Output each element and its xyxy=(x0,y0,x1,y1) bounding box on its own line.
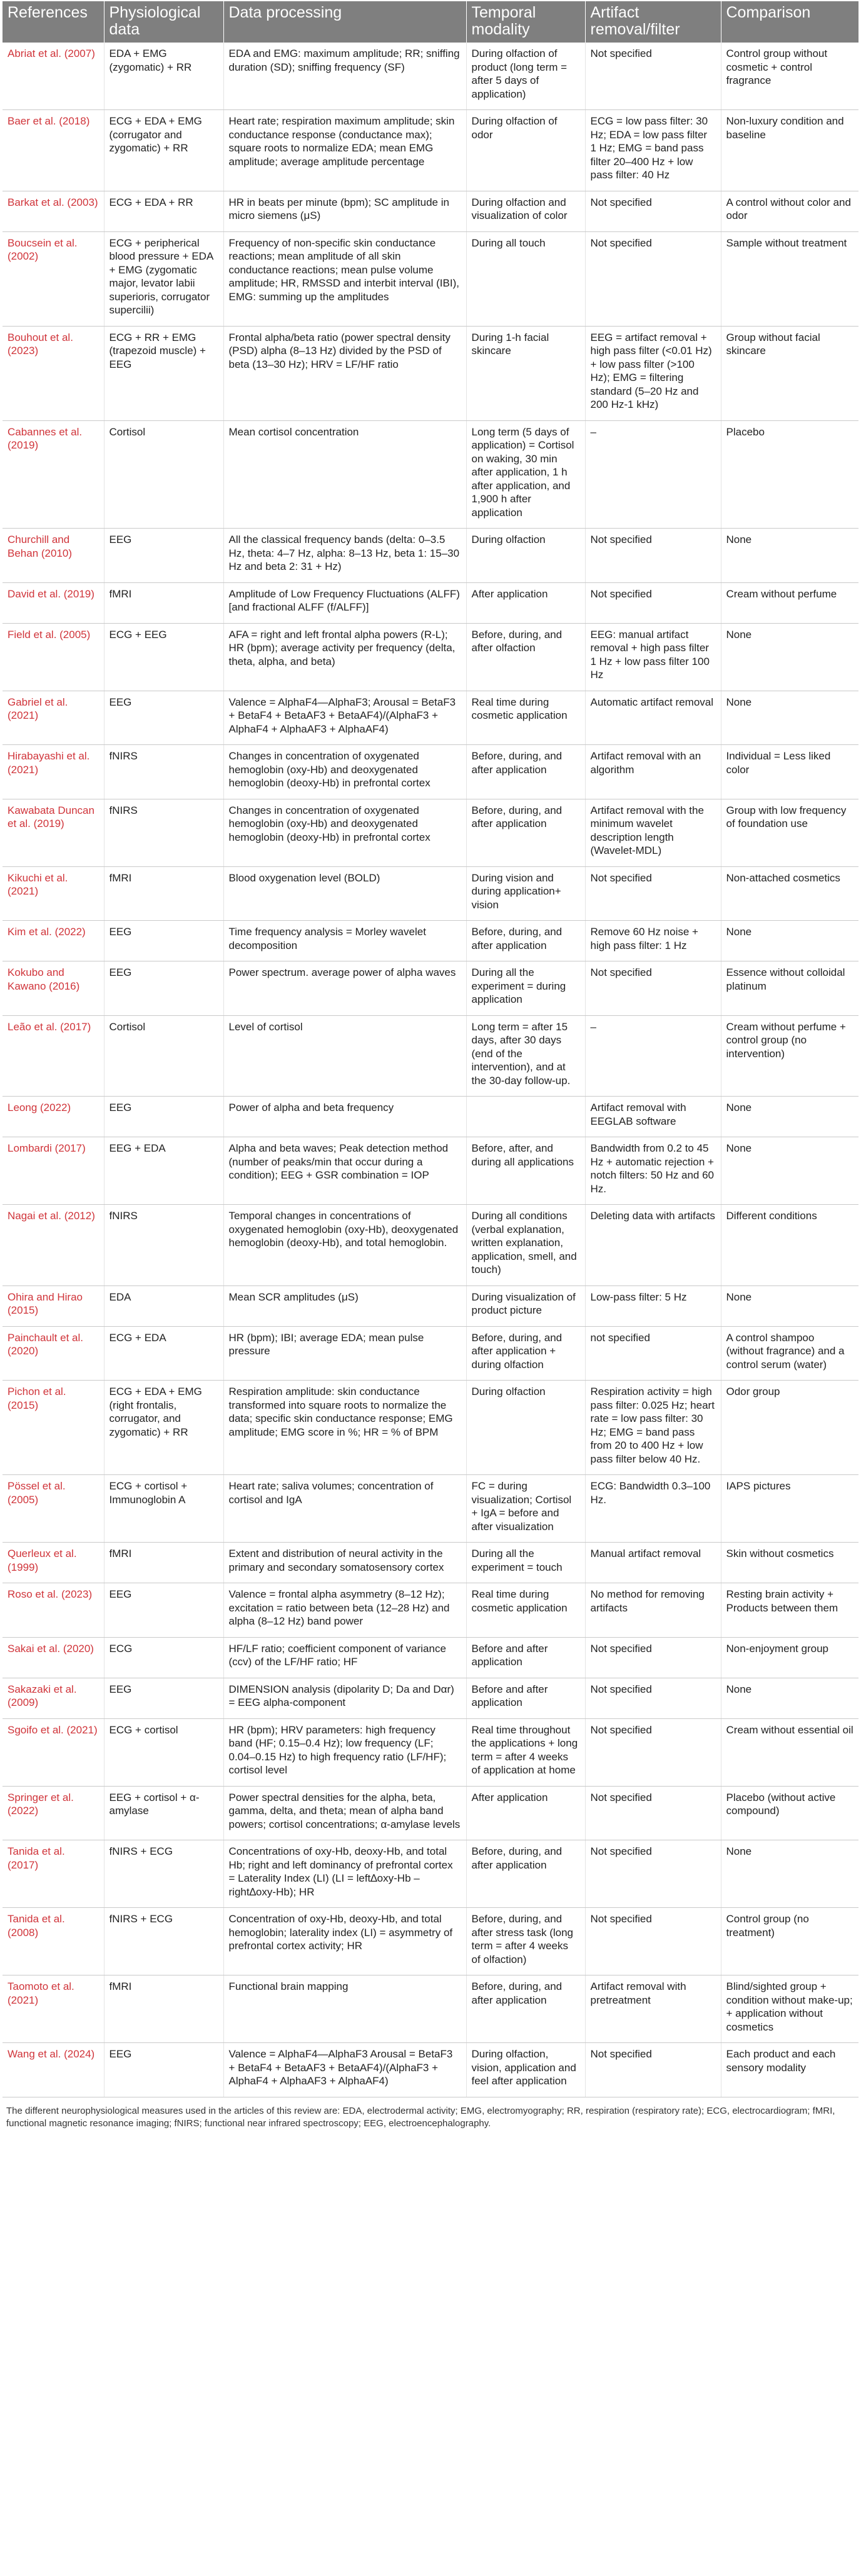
cell-artifact-removal: not specified xyxy=(585,1326,721,1381)
table-row xyxy=(3,1718,858,1786)
reference-link[interactable]: Ohira and Hirao (2015) xyxy=(3,1285,104,1326)
cell-comparison: Skin without cosmetics xyxy=(721,1543,858,1583)
cell-physiological-data: EEG xyxy=(104,921,223,961)
cell-comparison: Cream without perfume xyxy=(721,582,858,623)
cell-temporal-modality: During olfaction of odor xyxy=(466,110,585,191)
cell-data-processing: HR (bpm); HRV parameters: high frequency band (HF; 0.15–0.4 Hz); low frequency (LF; 0.04–0.15 Hz) to high frequency ratio (LF/HF); cortisol level xyxy=(223,1718,466,1786)
cell-data-processing: Valence = AlphaF4—AlphaF3; Arousal = BetaF3 + BetaF4 + BetaAF3 + BetaAF4)/(AlphaF3 + AlphaF4 + AlphaAF3 + AlphaAF4) xyxy=(223,691,466,745)
cell-comparison: Blind/sighted group + condition without make-up; + application without cosmetics xyxy=(721,1975,858,2043)
cell-artifact-removal: Deleting data with artifacts xyxy=(585,1205,721,1286)
cell-comparison: Group without facial skincare xyxy=(721,326,858,420)
table-row xyxy=(3,191,858,231)
cell-comparison: Cream without perfume + control group (no intervention) xyxy=(721,1015,858,1097)
cell-temporal-modality: During olfaction xyxy=(466,529,585,583)
cell-physiological-data: ECG + peripherical blood pressure + EDA + EMG (zygomatic major, levator labii superioris, corrugator supercilii) xyxy=(104,231,223,326)
cell-temporal-modality: During olfaction xyxy=(466,1381,585,1475)
table-row xyxy=(3,691,858,745)
cell-data-processing: Frequency of non-specific skin conductance reactions; mean amplitude of all skin conductance reactions; mean pulse volume amplitude; HR, RMSSD and interbit interval (IBI), EMG: summing up the amplitudes xyxy=(223,231,466,326)
cell-temporal-modality: After application xyxy=(466,582,585,623)
cell-physiological-data: EEG xyxy=(104,1097,223,1137)
cell-temporal-modality: During all touch xyxy=(466,231,585,326)
column-header-comparison: Comparison xyxy=(721,1,858,43)
table-row xyxy=(3,1475,858,1543)
table-row xyxy=(3,1583,858,1638)
cell-temporal-modality: After application xyxy=(466,1786,585,1840)
cell-artifact-removal: EEG = artifact removal + high pass filter (<0.01 Hz) + low pass filter (>100 Hz); EMG = filtering standard (5–20 Hz and 200 Hz-1 kHz) xyxy=(585,326,721,420)
reference-link[interactable]: Sakazaki et al. (2009) xyxy=(3,1678,104,1718)
table-row xyxy=(3,961,858,1016)
cell-artifact-removal: Not specified xyxy=(585,582,721,623)
cell-physiological-data: fNIRS xyxy=(104,1205,223,1286)
cell-data-processing: Functional brain mapping xyxy=(223,1975,466,2043)
cell-temporal-modality: Long term (5 days of application) = Cortisol on waking, 30 min after application, 1 h after application, and 1,900 h after application xyxy=(466,420,585,529)
cell-comparison: Odor group xyxy=(721,1381,858,1475)
column-header-data-processing: Data processing xyxy=(223,1,466,43)
cell-data-processing: Respiration amplitude: skin conductance transformed into square roots to normalize the data; specific skin conductance response; EMG amplitude; EMG score in %; HR = % of BPM xyxy=(223,1381,466,1475)
cell-data-processing: Valence = frontal alpha asymmetry (8–12 Hz); excitation = ratio between beta (12–28 Hz) and alpha (8–12 Hz) band power xyxy=(223,1583,466,1638)
cell-comparison: A control without color and odor xyxy=(721,191,858,231)
cell-artifact-removal: EEG: manual artifact removal + high pass filter 1 Hz + low pass filter 100 Hz xyxy=(585,623,721,691)
cell-comparison: IAPS pictures xyxy=(721,1475,858,1543)
cell-comparison: Cream without essential oil xyxy=(721,1718,858,1786)
cell-data-processing: Changes in concentration of oxygenated hemoglobin (oxy-Hb) and deoxygenated hemoglobin (deoxy-Hb) in prefrontal cortex xyxy=(223,799,466,866)
cell-data-processing: Temporal changes in concentrations of oxygenated hemoglobin (oxy-Hb), deoxygenated hemoglobin (deoxy-Hb), and total hemoglobin. xyxy=(223,1205,466,1286)
reference-link[interactable]: David et al. (2019) xyxy=(3,582,104,623)
cell-comparison: None xyxy=(721,921,858,961)
reference-link[interactable]: Kim et al. (2022) xyxy=(3,921,104,961)
cell-data-processing: Frontal alpha/beta ratio (power spectral density (PSD) alpha (8–13 Hz) divided by the PSD of beta (13–30 Hz); HRV = LF/HF ratio xyxy=(223,326,466,420)
cell-artifact-removal: Respiration activity = high pass filter: 0.025 Hz; heart rate = low pass filter: 30 Hz; EMG = band pass from 20 to 400 Hz + low pass filter below 40 Hz. xyxy=(585,1381,721,1475)
cell-temporal-modality: Real time during cosmetic application xyxy=(466,1583,585,1638)
reference-link[interactable]: Bouhout et al. (2023) xyxy=(3,326,104,420)
table-row xyxy=(3,799,858,866)
table-row xyxy=(3,2043,858,2097)
reference-link[interactable]: Tanida et al. (2008) xyxy=(3,1908,104,1975)
cell-temporal-modality: During all conditions (verbal explanation, written explanation, application, smell, and touch) xyxy=(466,1205,585,1286)
reference-link[interactable]: Boucsein et al. (2002) xyxy=(3,231,104,326)
cell-physiological-data: ECG + EDA + EMG (right frontalis, corrugator, and zygomatic) + RR xyxy=(104,1381,223,1475)
cell-temporal-modality: During olfaction and visualization of color xyxy=(466,191,585,231)
data-table xyxy=(3,1,858,2097)
cell-artifact-removal: Not specified xyxy=(585,866,721,921)
column-header-physiological-data: Physiological data xyxy=(104,1,223,43)
table-row xyxy=(3,1205,858,1286)
cell-artifact-removal: Not specified xyxy=(585,1637,721,1678)
cell-artifact-removal: Manual artifact removal xyxy=(585,1543,721,1583)
table-row xyxy=(3,623,858,691)
column-header-temporal-modality: Temporal modality xyxy=(466,1,585,43)
cell-physiological-data: EEG + EDA xyxy=(104,1137,223,1205)
cell-temporal-modality: During olfaction of product (long term = after 5 days of application) xyxy=(466,43,585,110)
cell-artifact-removal: Artifact removal with an algorithm xyxy=(585,745,721,799)
cell-artifact-removal: Not specified xyxy=(585,43,721,110)
cell-physiological-data: fNIRS xyxy=(104,745,223,799)
cell-artifact-removal: Not specified xyxy=(585,1718,721,1786)
table-row xyxy=(3,582,858,623)
cell-physiological-data: ECG + RR + EMG (trapezoid muscle) + EEG xyxy=(104,326,223,420)
cell-data-processing: EDA and EMG: maximum amplitude; RR; sniffing duration (SD); sniffing frequency (SF) xyxy=(223,43,466,110)
cell-temporal-modality: During vision and during application+ vision xyxy=(466,866,585,921)
cell-data-processing: Power of alpha and beta frequency xyxy=(223,1097,466,1137)
reference-link[interactable]: Leong (2022) xyxy=(3,1097,104,1137)
table-row xyxy=(3,1637,858,1678)
table-row xyxy=(3,1908,858,1975)
cell-comparison: Different conditions xyxy=(721,1205,858,1286)
reference-link[interactable]: Roso et al. (2023) xyxy=(3,1583,104,1638)
cell-comparison: None xyxy=(721,529,858,583)
cell-artifact-removal: Artifact removal with the minimum wavelet description length (Wavelet-MDL) xyxy=(585,799,721,866)
cell-artifact-removal: Not specified xyxy=(585,961,721,1016)
cell-comparison: None xyxy=(721,691,858,745)
reference-link[interactable]: Hirabayashi et al. (2021) xyxy=(3,745,104,799)
cell-physiological-data: fNIRS xyxy=(104,799,223,866)
cell-temporal-modality: Real time during cosmetic application xyxy=(466,691,585,745)
cell-data-processing: Power spectrum. average power of alpha waves xyxy=(223,961,466,1016)
cell-artifact-removal: Not specified xyxy=(585,529,721,583)
cell-comparison: Non-luxury condition and baseline xyxy=(721,110,858,191)
cell-physiological-data: ECG + EDA xyxy=(104,1326,223,1381)
cell-comparison: Control group (no treatment) xyxy=(721,1908,858,1975)
reference-link[interactable]: Kokubo and Kawano (2016) xyxy=(3,961,104,1016)
table-row xyxy=(3,529,858,583)
reference-link[interactable]: Springer et al. (2022) xyxy=(3,1786,104,1840)
cell-data-processing: Amplitude of Low Frequency Fluctuations (ALFF) [and fractional ALFF (f/ALFF)] xyxy=(223,582,466,623)
cell-physiological-data: fMRI xyxy=(104,1543,223,1583)
cell-temporal-modality: Real time throughout the applications + long term = after 4 weeks of application at home xyxy=(466,1718,585,1786)
cell-data-processing: Heart rate; saliva volumes; concentration of cortisol and IgA xyxy=(223,1475,466,1543)
cell-temporal-modality: Before and after application xyxy=(466,1678,585,1718)
table-row xyxy=(3,420,858,529)
cell-physiological-data: EEG xyxy=(104,1678,223,1718)
cell-physiological-data: EEG xyxy=(104,691,223,745)
reference-link[interactable]: Nagai et al. (2012) xyxy=(3,1205,104,1286)
cell-physiological-data: ECG + EEG xyxy=(104,623,223,691)
table-row xyxy=(3,326,858,420)
cell-comparison: Placebo (without active compound) xyxy=(721,1786,858,1840)
cell-temporal-modality: Before, during, and after application xyxy=(466,1840,585,1908)
cell-data-processing: Concentrations of oxy-Hb, deoxy-Hb, and total Hb; right and left dominancy of prefrontal cortex = Laterality Index (LI) (LI = left∆oxy-Hb – right∆oxy-Hb); HR xyxy=(223,1840,466,1908)
reference-link[interactable]: Painchault et al. (2020) xyxy=(3,1326,104,1381)
cell-artifact-removal: Not specified xyxy=(585,1840,721,1908)
table-row xyxy=(3,1285,858,1326)
cell-temporal-modality: Before, during, and after olfaction xyxy=(466,623,585,691)
cell-data-processing: Time frequency analysis = Morley wavelet decomposition xyxy=(223,921,466,961)
table-body xyxy=(3,43,858,2097)
cell-temporal-modality: Before and after application xyxy=(466,1637,585,1678)
table-row xyxy=(3,1015,858,1097)
cell-physiological-data: ECG + EDA + EMG (corrugator and zygomatic) + RR xyxy=(104,110,223,191)
cell-artifact-removal: Artifact removal with pretreatment xyxy=(585,1975,721,2043)
header-row xyxy=(3,1,858,43)
reference-link[interactable]: Tanida et al. (2017) xyxy=(3,1840,104,1908)
cell-artifact-removal: ECG = low pass filter: 30 Hz; EDA = low pass filter 1 Hz; EMG = band pass filter 20–400 Hz + low pass filter: 40 Hz xyxy=(585,110,721,191)
cell-physiological-data: fNIRS + ECG xyxy=(104,1840,223,1908)
cell-comparison: None xyxy=(721,1137,858,1205)
cell-data-processing: Valence = AlphaF4—AlphaF3 Arousal = BetaF3 + BetaF4 + BetaAF3 + BetaAF4)/(AlphaF3 + AlphaF4 + AlphaAF3 + AlphaAF4) xyxy=(223,2043,466,2097)
cell-artifact-removal: Remove 60 Hz noise + high pass filter: 1 Hz xyxy=(585,921,721,961)
cell-data-processing: AFA = right and left frontal alpha powers (R-L); HR (bpm); average activity per frequency (delta, theta, alpha, and beta) xyxy=(223,623,466,691)
cell-temporal-modality: Long term = after 15 days, after 30 days (end of the intervention), and at the 30-day follow-up. xyxy=(466,1015,585,1097)
cell-data-processing: HF/LF ratio; coefficient component of variance (ccv) of the LF/HF ratio; HF xyxy=(223,1637,466,1678)
cell-comparison: None xyxy=(721,623,858,691)
table-row xyxy=(3,866,858,921)
reference-link[interactable]: Kikuchi et al. (2021) xyxy=(3,866,104,921)
cell-artifact-removal: No method for removing artifacts xyxy=(585,1583,721,1638)
cell-physiological-data: ECG xyxy=(104,1637,223,1678)
cell-temporal-modality: Before, during, and after application xyxy=(466,745,585,799)
cell-temporal-modality: Before, during, and after application xyxy=(466,1975,585,2043)
cell-artifact-removal: Not specified xyxy=(585,231,721,326)
table-row xyxy=(3,231,858,326)
cell-data-processing: Changes in concentration of oxygenated hemoglobin (oxy-Hb) and deoxygenated hemoglobin (deoxy-Hb) in prefrontal cortex xyxy=(223,745,466,799)
reference-link[interactable]: Querleux et al. (1999) xyxy=(3,1543,104,1583)
cell-physiological-data: EEG xyxy=(104,529,223,583)
cell-physiological-data: EEG + cortisol + α-amylase xyxy=(104,1786,223,1840)
cell-comparison: Control group without cosmetic + control fragrance xyxy=(721,43,858,110)
cell-data-processing: Heart rate; respiration maximum amplitude; skin conductance response (conductance max); square roots to normalize EDA; mean EMG amplitude; average amplitude percentage xyxy=(223,110,466,191)
table-row xyxy=(3,1543,858,1583)
cell-physiological-data: EEG xyxy=(104,961,223,1016)
cell-temporal-modality: Before, after, and during all applications xyxy=(466,1137,585,1205)
cell-artifact-removal: Not specified xyxy=(585,1908,721,1975)
table-row xyxy=(3,745,858,799)
cell-artifact-removal: Low-pass filter: 5 Hz xyxy=(585,1285,721,1326)
cell-physiological-data: EEG xyxy=(104,2043,223,2097)
column-header-artifact-removal: Artifact removal/filter xyxy=(585,1,721,43)
cell-data-processing: Alpha and beta waves; Peak detection method (number of peaks/min that occur during a condition); EEG + GSR combination = IOP xyxy=(223,1137,466,1205)
cell-physiological-data: fMRI xyxy=(104,1975,223,2043)
cell-artifact-removal: Not specified xyxy=(585,191,721,231)
cell-temporal-modality: Before, during, and after application xyxy=(466,799,585,866)
cell-data-processing: HR (bpm); IBI; average EDA; mean pulse pressure xyxy=(223,1326,466,1381)
table-row xyxy=(3,1381,858,1475)
cell-artifact-removal: Not specified xyxy=(585,2043,721,2097)
cell-data-processing: Extent and distribution of neural activity in the primary and secondary somatosensory cortex xyxy=(223,1543,466,1583)
table-caption: The different neurophysiological measures used in the articles of this review are: EDA, electrodermal activity; EMG, electromyography; RR, respiration (respiratory rate); ECG, electrocardiogram; fMRI, functional magnetic resonance imaging; fNIRS; functional near infrared spectroscopy; EEG, electroencephalography. xyxy=(6,2105,835,2129)
cell-artifact-removal: – xyxy=(585,420,721,529)
cell-physiological-data: fMRI xyxy=(104,866,223,921)
cell-data-processing: Blood oxygenation level (BOLD) xyxy=(223,866,466,921)
cell-temporal-modality: During all the experiment = during application xyxy=(466,961,585,1016)
cell-data-processing: Level of cortisol xyxy=(223,1015,466,1097)
reference-link[interactable]: Abriat et al. (2007) xyxy=(3,43,104,110)
cell-temporal-modality: FC = during visualization; Cortisol + IgA = before and after visualization xyxy=(466,1475,585,1543)
cell-artifact-removal: Not specified xyxy=(585,1678,721,1718)
table-row xyxy=(3,1975,858,2043)
reference-link[interactable]: Baer et al. (2018) xyxy=(3,110,104,191)
cell-physiological-data: ECG + cortisol xyxy=(104,1718,223,1786)
table-row xyxy=(3,1840,858,1908)
table-row xyxy=(3,1137,858,1205)
reference-link[interactable]: Churchill and Behan (2010) xyxy=(3,529,104,583)
cell-physiological-data: Cortisol xyxy=(104,420,223,529)
cell-temporal-modality: Before, during, and after application xyxy=(466,921,585,961)
cell-temporal-modality xyxy=(466,1097,585,1137)
cell-artifact-removal: Bandwidth from 0.2 to 45 Hz + automatic rejection + notch filters: 50 Hz and 60 Hz. xyxy=(585,1137,721,1205)
reference-link[interactable]: Taomoto et al. (2021) xyxy=(3,1975,104,2043)
table-row xyxy=(3,921,858,961)
cell-artifact-removal: ECG: Bandwidth 0.3–100 Hz. xyxy=(585,1475,721,1543)
cell-data-processing: Mean SCR amplitudes (μS) xyxy=(223,1285,466,1326)
cell-artifact-removal: – xyxy=(585,1015,721,1097)
cell-comparison: None xyxy=(721,1840,858,1908)
cell-comparison: None xyxy=(721,1097,858,1137)
cell-physiological-data: Cortisol xyxy=(104,1015,223,1097)
cell-physiological-data: EEG xyxy=(104,1583,223,1638)
cell-temporal-modality: During 1-h facial skincare xyxy=(466,326,585,420)
cell-temporal-modality: During olfaction, vision, application and feel after application xyxy=(466,2043,585,2097)
cell-comparison: Non-enjoyment group xyxy=(721,1637,858,1678)
cell-data-processing: Mean cortisol concentration xyxy=(223,420,466,529)
table-row xyxy=(3,43,858,110)
cell-physiological-data: ECG + cortisol + Immunoglobin A xyxy=(104,1475,223,1543)
cell-physiological-data: EDA xyxy=(104,1285,223,1326)
column-header-references: References xyxy=(3,1,104,43)
reference-link[interactable]: Sgoifo et al. (2021) xyxy=(3,1718,104,1786)
cell-comparison: Placebo xyxy=(721,420,858,529)
reference-link[interactable]: Sakai et al. (2020) xyxy=(3,1637,104,1678)
table-row xyxy=(3,110,858,191)
cell-comparison: Individual = Less liked color xyxy=(721,745,858,799)
cell-comparison: None xyxy=(721,1285,858,1326)
cell-artifact-removal: Artifact removal with EEGLAB software xyxy=(585,1097,721,1137)
cell-data-processing: Concentration of oxy-Hb, deoxy-Hb, and total hemoglobin; laterality index (LI) = asymmetry of prefrontal cortex activity; HR xyxy=(223,1908,466,1975)
cell-data-processing: HR in beats per minute (bpm); SC amplitude in micro siemens (μS) xyxy=(223,191,466,231)
cell-comparison: Each product and each sensory modality xyxy=(721,2043,858,2097)
cell-comparison: None xyxy=(721,1678,858,1718)
cell-artifact-removal: Automatic artifact removal xyxy=(585,691,721,745)
reference-link[interactable]: Leão et al. (2017) xyxy=(3,1015,104,1097)
reference-link[interactable]: Kawabata Duncan et al. (2019) xyxy=(3,799,104,866)
cell-physiological-data: fMRI xyxy=(104,582,223,623)
cell-temporal-modality: During visualization of product picture xyxy=(466,1285,585,1326)
cell-comparison: Non-attached cosmetics xyxy=(721,866,858,921)
table-row xyxy=(3,1326,858,1381)
cell-artifact-removal: Not specified xyxy=(585,1786,721,1840)
cell-data-processing: All the classical frequency bands (delta: 0–3.5 Hz, theta: 4–7 Hz, alpha: 8–13 Hz, beta 1: 15–30 Hz and beta 2: 31 + Hz) xyxy=(223,529,466,583)
reference-link[interactable]: Lombardi (2017) xyxy=(3,1137,104,1205)
cell-physiological-data: fNIRS + ECG xyxy=(104,1908,223,1975)
reference-link[interactable]: Wang et al. (2024) xyxy=(3,2043,104,2097)
cell-comparison: Group with low frequency of foundation use xyxy=(721,799,858,866)
reference-link[interactable]: Barkat et al. (2003) xyxy=(3,191,104,231)
cell-temporal-modality: Before, during, and after application + during olfaction xyxy=(466,1326,585,1381)
reference-link[interactable]: Field et al. (2005) xyxy=(3,623,104,691)
cell-data-processing: Power spectral densities for the alpha, beta, gamma, delta, and theta; mean of alpha band powers; cortisol concentrations; α-amylase levels xyxy=(223,1786,466,1840)
reference-link[interactable]: Cabannes et al. (2019) xyxy=(3,420,104,529)
cell-comparison: Essence without colloidal platinum xyxy=(721,961,858,1016)
cell-temporal-modality: During all the experiment = touch xyxy=(466,1543,585,1583)
reference-link[interactable]: Gabriel et al. (2021) xyxy=(3,691,104,745)
cell-comparison: Sample without treatment xyxy=(721,231,858,326)
cell-temporal-modality: Before, during, and after stress task (long term = after 4 weeks of olfaction) xyxy=(466,1908,585,1975)
cell-physiological-data: ECG + EDA + RR xyxy=(104,191,223,231)
table-row xyxy=(3,1786,858,1840)
reference-link[interactable]: Pössel et al. (2005) xyxy=(3,1475,104,1543)
cell-comparison: Resting brain activity + Products between them xyxy=(721,1583,858,1638)
table-row xyxy=(3,1097,858,1137)
table-row xyxy=(3,1678,858,1718)
cell-physiological-data: EDA + EMG (zygomatic) + RR xyxy=(104,43,223,110)
cell-comparison: A control shampoo (without fragrance) and a control serum (water) xyxy=(721,1326,858,1381)
cell-data-processing: DIMENSION analysis (dipolarity D; Da and Dαr) = EEG alpha-component xyxy=(223,1678,466,1718)
reference-link[interactable]: Pichon et al. (2015) xyxy=(3,1381,104,1475)
